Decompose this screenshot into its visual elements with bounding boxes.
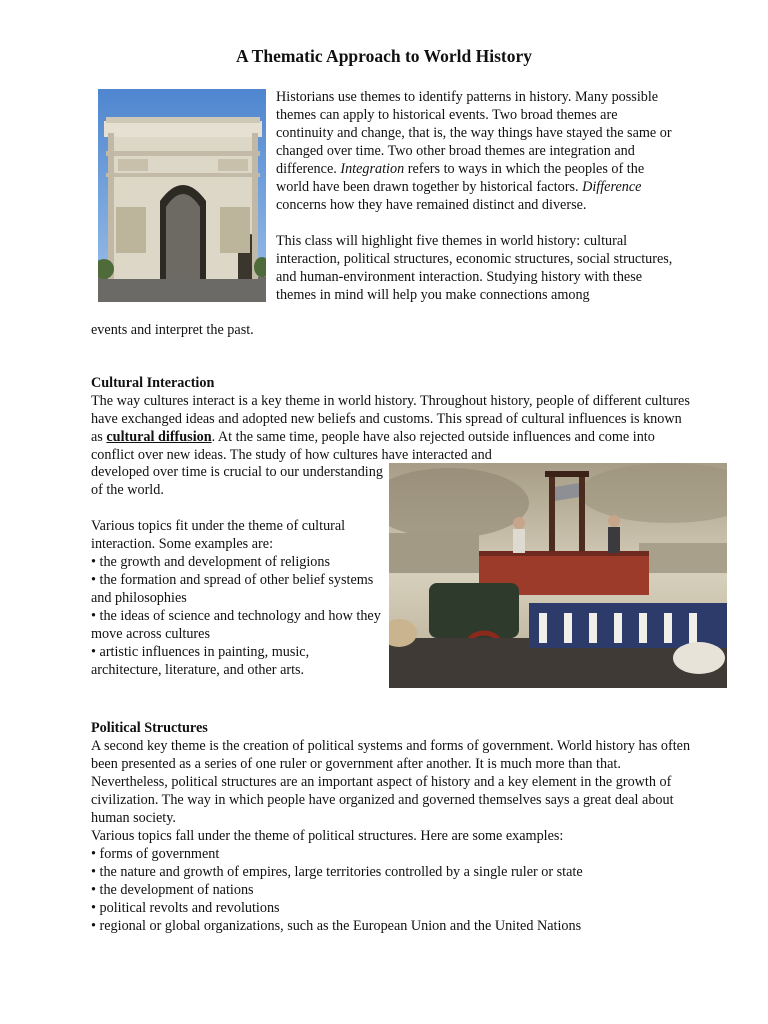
page-title: A Thematic Approach to World History xyxy=(235,46,533,66)
political-structures-heading: Political Structures xyxy=(91,720,208,736)
list-item: • regional or global organizations, such as the European Union and the United Nations xyxy=(91,917,691,935)
intro-text xyxy=(276,88,676,322)
intro-paragraph-1: Historians use themes to identify patterns in history. Many possible themes can apply to historical events. Two broad themes are continuity and change, that is, the way things have stayed the same or changed over time. Two other broad themes are integration and difference. Integration refers to ways in which the peoples of the world have been drawn together by historical factors. Difference concerns how they have remained distinct and diverse. xyxy=(276,89,672,213)
political-paragraph-2: Various topics fall under the theme of political structures. Here are some examples: xyxy=(91,828,564,844)
cultural-lower-column xyxy=(91,463,383,679)
cultural-diffusion-link[interactable]: cultural diffusion xyxy=(106,429,212,445)
arc-de-triomphe-photo xyxy=(98,89,266,302)
political-topics-list xyxy=(91,845,691,935)
list-item: • artistic influences in painting, music, architecture, literature, and other arts. xyxy=(91,643,383,679)
political-structures-section xyxy=(91,719,691,935)
intro-paragraph-2-tail: events and interpret the past. xyxy=(91,322,254,338)
list-item: • the development of nations xyxy=(91,881,691,899)
cultural-interaction-section xyxy=(91,374,691,464)
intro-paragraph-2: This class will highlight five themes in world history: cultural interaction, political structures, economic structures, social structures, and human-environment interaction. Studying history with these themes in mind will help you make connections among xyxy=(276,233,673,303)
difference-term: Difference xyxy=(582,179,642,195)
cultural-interaction-heading: Cultural Interaction xyxy=(91,375,215,391)
revolution-painting xyxy=(389,463,727,688)
political-paragraph-1: A second key theme is the creation of political systems and forms of government. World history has often been presented as a series of one ruler or government after another. It is much more than that. Nevertheless, political structures are an important aspect of history and a key element in the growth of civilization. The way in which people have organized and governed themselves says a great deal about human society. xyxy=(91,738,691,826)
list-item: • political revolts and revolutions xyxy=(91,899,691,917)
cultural-paragraph-2: Various topics fit under the theme of cultural interaction. Some examples are: xyxy=(91,518,346,552)
cultural-topics-list xyxy=(91,553,383,679)
list-item: • the ideas of science and technology and how they move across cultures xyxy=(91,607,383,643)
integration-term: Integration xyxy=(340,161,405,177)
list-item: • forms of government xyxy=(91,845,691,863)
cultural-paragraph-1: The way cultures interact is a key theme in world history. Throughout history, people of different cultures have exchanged ideas and adopted new beliefs and customs. This spread of cultural influences is known as cultural diffusion. At the same time, people have also rejected outside influences and come into conflict over new ideas. The study of how cultures have interacted and xyxy=(91,393,690,463)
cultural-paragraph-1-tail: developed over time is crucial to our understanding of the world. xyxy=(91,464,383,498)
list-item: • the formation and spread of other belief systems and philosophies xyxy=(91,571,383,607)
list-item: • the growth and development of religions xyxy=(91,553,383,571)
list-item: • the nature and growth of empires, large territories controlled by a single ruler or state xyxy=(91,863,691,881)
